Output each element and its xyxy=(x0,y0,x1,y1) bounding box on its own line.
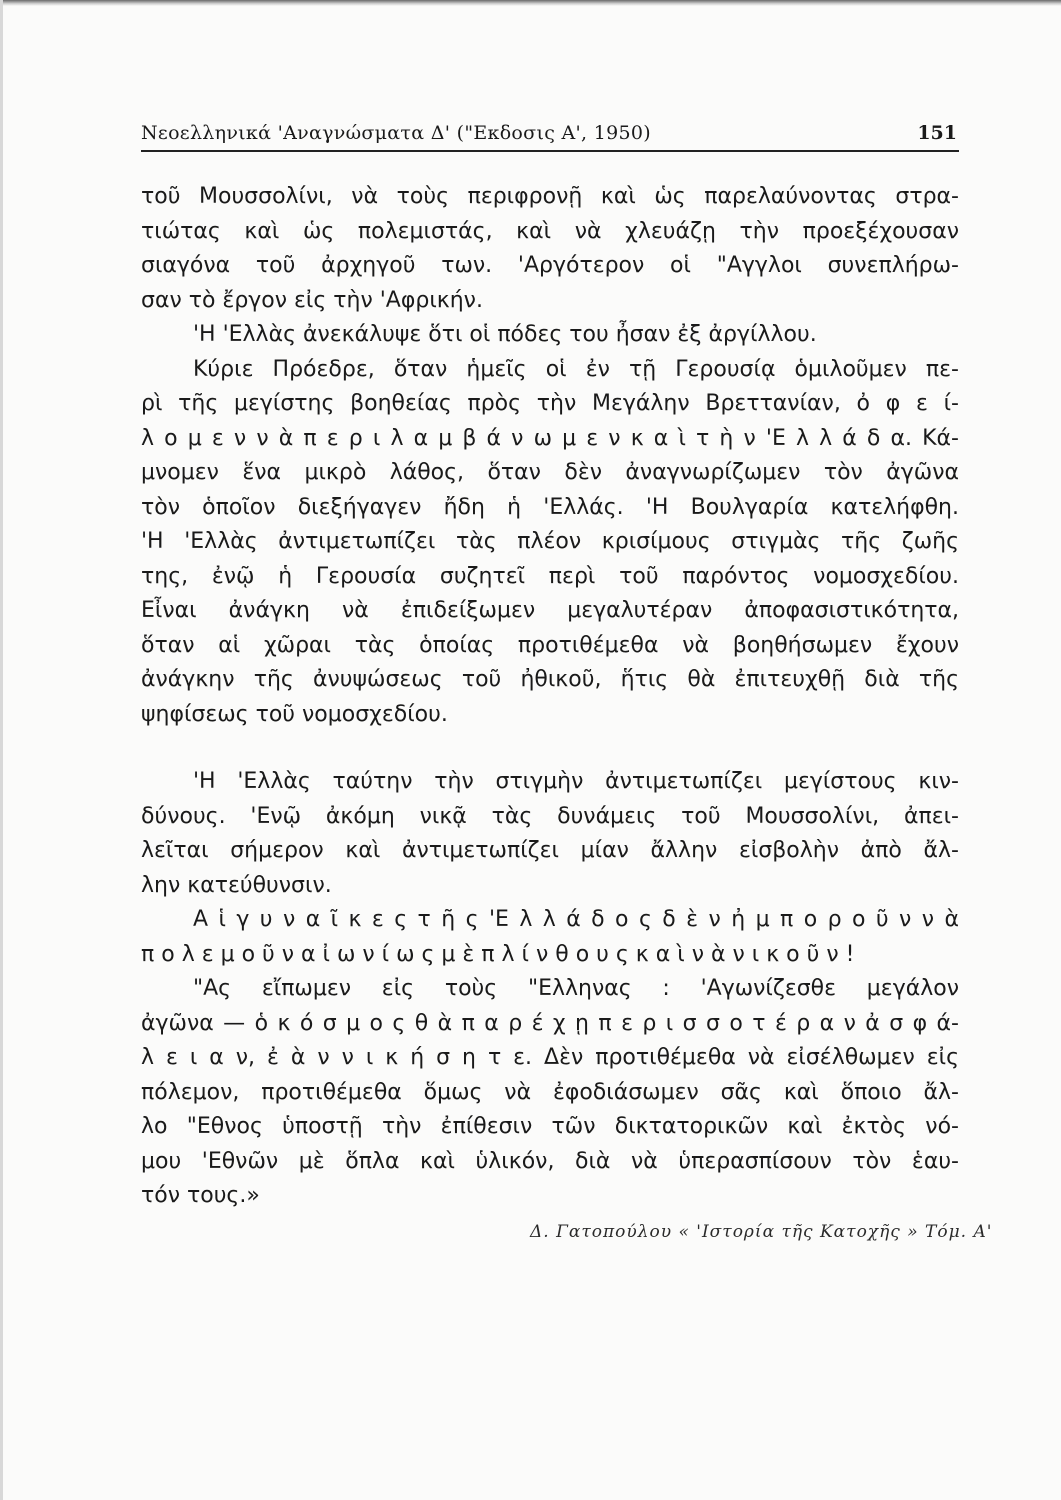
text-line: τὸν ὁποῖον διεξήγαγεν ἤδη ἡ 'Ελλάς. 'Η Βουλγαρία κατελήφθη. xyxy=(141,494,959,520)
source-citation: Δ. Γατοπούλου « 'Ιστορία τῆς Κατοχῆς » Τόμ. Α' xyxy=(530,1222,993,1242)
text-line: ρὶ τῆς μεγίστης βοηθείας πρὸς τὴν Μεγάλην Βρεττανίαν, ὀ φ ε ί- xyxy=(141,391,959,416)
page-header xyxy=(141,118,959,152)
text-line: ὅταν αἱ χῶραι τὰς ὁποίας προτιθέμεθα νὰ βοηθήσωμεν ἔχουν xyxy=(141,632,959,658)
text-line: τιώτας καὶ ὡς πολεμιστάς, καὶ νὰ χλευάζῃ τὴν προεξέχουσαν xyxy=(141,218,959,244)
text-line: πόλεμον, προτιθέμεθα ὅμως νὰ ἐφοδιάσωμεν σᾶς καὶ ὅποιο ἄλ- xyxy=(141,1079,959,1105)
text-line: "Ας εἴπωμεν εἰς τοὺς "Ελληνας : 'Αγωνίζεσθε μεγάλον xyxy=(193,976,959,1001)
text-line: π ο λ ε μ ο ῦ ν α ἰ ω ν ί ω ς μ ὲ π λ ί ν θ ο υ ς κ α ὶ ν ὰ ν ι κ ο ῦ ν ! xyxy=(141,941,855,967)
text-line: Εἶναι ἀνάγκη νὰ ἐπιδείξωμεν μεγαλυτέραν ἀποφασιστικότητα, xyxy=(141,598,959,623)
paragraph-5 xyxy=(141,903,959,972)
paragraph-gap xyxy=(141,732,959,765)
text-line: λ ε ι α ν, ἐ ὰ ν ν ι κ ή σ η τ ε. Δὲν προτιθέμεθα νὰ εἰσέλθωμεν εἰς xyxy=(141,1045,959,1070)
paragraph-4 xyxy=(141,765,959,903)
paragraph-1 xyxy=(141,180,959,318)
scan-top-edge xyxy=(0,0,1061,6)
text-line: 'Η 'Ελλὰς ἀντιμετωπίζει τὰς πλέον κρισίμους στιγμὰς τῆς ζωῆς xyxy=(141,529,959,554)
text-line: δύνους. 'Ενῷ ἀκόμη νικᾷ τὰς δυνάμεις τοῦ Μουσσολίνι, ἀπει- xyxy=(141,803,959,829)
text-line: ἀγῶνα — ὁ κ ό σ μ ο ς θ ὰ π α ρ έ χ ῃ π ε ρ ι σ σ ο τ έ ρ α ν ἀ σ φ ά- xyxy=(141,1010,959,1036)
text-line: σαν τὸ ἔργον εἰς τὴν 'Αφρικήν. xyxy=(141,287,483,313)
text-line: τοῦ Μουσσολίνι, νὰ τοὺς περιφρονῇ καὶ ὡς παρελαύνοντας στρα- xyxy=(141,184,959,209)
text-line: Κύριε Πρόεδρε, ὅταν ἡμεῖς οἱ ἐν τῇ Γερουσίᾳ ὁμιλοῦμεν πε- xyxy=(193,356,959,382)
text-line: της, ἐνῷ ἡ Γερουσία συζητεῖ περὶ τοῦ παρόντος νομοσχεδίου. xyxy=(141,563,959,589)
running-title: Νεοελληνικά 'Αναγνώσματα Δ' ("Εκδοσις Α', 1950) xyxy=(141,122,651,144)
text-line: μνομεν ἕνα μικρὸ λάθος, ὅταν δὲν ἀναγνωρίζωμεν τὸν ἀγῶνα xyxy=(141,460,959,485)
page-number: 151 xyxy=(917,122,957,144)
paragraph-2 xyxy=(141,318,959,353)
text-line: λ ο μ ε ν ν ὰ π ε ρ ι λ α μ β ά ν ω μ ε ν κ α ὶ τ ὴ ν 'Ε λ λ ά δ α. Κά- xyxy=(141,425,959,451)
text-line: ψηφίσεως τοῦ νομοσχεδίου. xyxy=(141,701,448,727)
text-line: λο "Εθνος ὑποστῇ τὴν ἐπίθεσιν τῶν δικτατορικῶν καὶ ἐκτὸς νό- xyxy=(141,1114,959,1139)
text-line: τόν τους.» xyxy=(141,1183,260,1208)
text-line: λεῖται σήμερον καὶ ἀντιμετωπίζει μίαν ἄλλην εἰσβολὴν ἀπὸ ἄλ- xyxy=(141,838,959,863)
paragraph-3 xyxy=(141,353,959,733)
scan-left-edge xyxy=(0,0,3,1500)
text-line: ἀνάγκην τῆς ἀνυψώσεως τοῦ ἠθικοῦ, ἥτις θὰ ἐπιτευχθῇ διὰ τῆς xyxy=(141,667,959,692)
text-line: 'Η 'Ελλὰς ἀνεκάλυψε ὅτι οἱ πόδες του ἦσαν ἐξ ἀργίλλου. xyxy=(193,322,817,347)
text-line: Α ἱ γ υ ν α ῖ κ ε ς τ ῆ ς 'Ε λ λ ά δ ο ς δ ὲ ν ἠ μ π ο ρ ο ῦ ν ν ὰ xyxy=(193,907,959,932)
text-line: σιαγόνα τοῦ ἀρχηγοῦ των. 'Αργότερον οἱ "Αγγλοι συνεπλήρω- xyxy=(141,253,959,278)
text-line: 'Η 'Ελλὰς ταύτην τὴν στιγμὴν ἀντιμετωπίζει μεγίστους κιν- xyxy=(193,769,959,794)
text-line: μου 'Εθνῶν μὲ ὅπλα καὶ ὑλικόν, διὰ νὰ ὑπερασπίσουν τὸν ἑαυ- xyxy=(141,1148,959,1174)
text-line: λην κατεύθυνσιν. xyxy=(141,872,332,898)
paragraph-6 xyxy=(141,972,959,1214)
page-body xyxy=(141,180,959,1214)
